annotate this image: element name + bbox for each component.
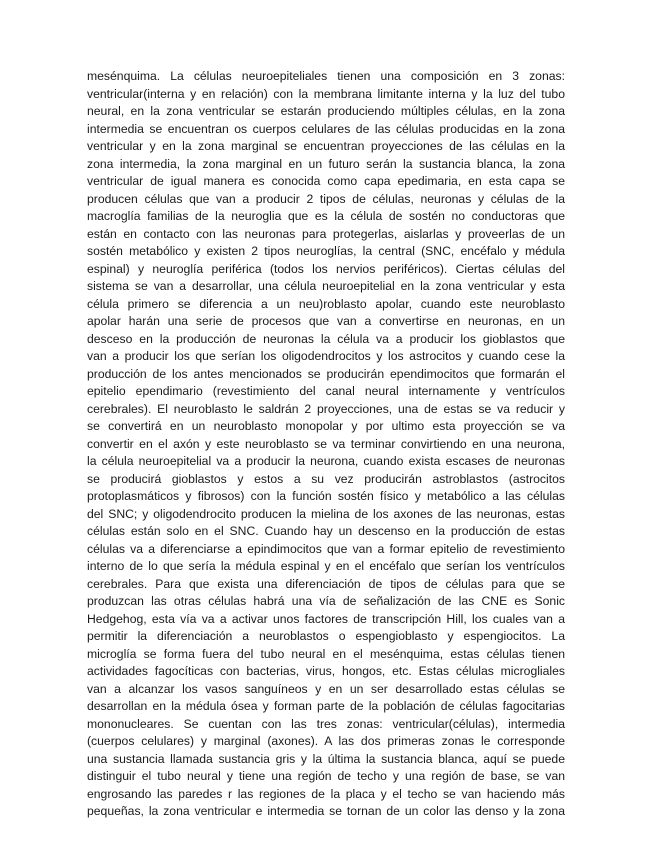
text-line: ventricular(interna y en relación) con la membrana limitante interna y la luz del tubo (87, 86, 565, 101)
text-line: Hedgehog, esta vía va a activar unos factores de transcripción Hill, los cuales van a (87, 611, 565, 626)
text-line: producción de los antes mencionados se producirán ependimocitos que formarán el (87, 366, 565, 381)
text-line: actividades fagocíticas con bacterias, virus, hongos, etc. Estas células microgliales (87, 664, 565, 678)
text-line: células están solo en el SNC. Cuando hay un descenso en la producción de estas (87, 524, 565, 538)
text-line: una sustancia llamada sustancia gris y la última la sustancia blanca, aquí se puede (87, 751, 565, 766)
text-line: pequeñas, la zona ventricular e intermedia se tornan de un color las denso y la zona (87, 804, 565, 818)
text-line: sostén metabólico y existen 2 tipos neuroglías, la central (SNC, encéfalo y médula (87, 244, 565, 258)
text-line: microglía se forma fuera del tubo neural en el mesénquima, estas células tienen (87, 646, 565, 661)
text-line: células va a diferenciarse a epindimocitos que van a formar epitelio de revestimiento (87, 541, 565, 556)
text-line: ventricular y en la zona marginal se encuentran proyecciones de las células en la (87, 139, 565, 153)
text-line: intermedia se encuentran os cuerpos celulares de las células producidas en la zona (87, 121, 565, 136)
text-line: apolar harán una serie de procesos que van a convertirse en neuronas, en un (87, 314, 565, 328)
text-line: (cuerpos celulares) y marginal (axones). A las dos primeras zonas le corresponde (87, 734, 565, 748)
body-paragraph (87, 68, 565, 821)
text-line: engrosando las paredes r las regiones de la placa y el techo se van haciendo más (87, 786, 565, 801)
text-line: epitelio ependimario (revestimiento del canal neural internamente y ventrículos (87, 384, 565, 398)
text-line: permitir la diferenciación a neuroblastos o espengioblasto y espengiocitos. La (87, 629, 565, 643)
text-line: se convertirá en un neuroblasto monopolar y por ultimo esta proyección se va (87, 419, 565, 433)
text-line: neural, en la zona ventricular se estarán produciendo múltiples células, en la zona (87, 104, 565, 118)
text-line: macroglía familias de la neuroglia que es la célula de sostén no conductoras que (87, 209, 565, 223)
text-line: convertir en el axón y este neuroblasto se va terminar convirtiendo en una neurona, (87, 436, 565, 451)
text-line: cerebrales). El neuroblasto le saldrán 2 proyecciones, una de estas se va reducir y (87, 401, 565, 416)
text-line: sistema se van a desarrollar, una célula neuroepitelial en la zona ventricular y esta (87, 279, 565, 293)
text-line: desarrollan en la médula ósea y forman parte de la población de células fagocitarias (87, 699, 565, 713)
text-line: zona intermedia, la zona marginal en un futuro serán la sustancia blanca, la zona (87, 156, 565, 171)
text-line: cerebrales. Para que exista una diferenciación de tipos de células para que se (87, 576, 565, 591)
text-line: van a producir los que serían los oligodendrocitos y los astrocitos y cuando cese la (87, 349, 565, 363)
text-line: van a alcanzar los vasos sanguíneos y en un ser desarrollado estas células se (87, 681, 565, 696)
text-line: desceso en la producción de neuronas la célula va a producir los gioblastos que (87, 331, 565, 346)
text-line: están en contacto con las neuronas para protegerlas, aislarlas y proveerlas de un (87, 226, 565, 241)
text-line: ventricular de igual manera es conocida como capa epedimaria, en esta capa se (87, 174, 565, 188)
text-line: distinguir el tubo neural y tiene una región de techo y una región de base, se van (87, 769, 565, 783)
text-line: se producirá gioblastos y estos a su vez producirán astroblastos (astrocitos (87, 471, 565, 486)
text-line: produzcan las otras células habrá una vía de señalización de las CNE es Sonic (87, 594, 565, 608)
text-line: interno de lo que sería la médula espinal y en el encéfalo que serían los ventrículos (87, 559, 565, 573)
text-line: del SNC; y oligodendrocito producen la mielina de los axones de las neuronas, estas (87, 506, 565, 521)
text-line: célula primero se diferencia a un neu)roblasto apolar, cuando este neuroblasto (87, 296, 565, 311)
text-line: producen células que van a producir 2 tipos de células, neuronas y células de la (87, 191, 565, 206)
text-line: mononucleares. Se cuentan con las tres zonas: ventricular(células), intermedia (87, 716, 565, 731)
text-line: la célula neuroepitelial va a producir la neurona, cuando exista escases de neuronas (87, 454, 565, 468)
text-line: mesénquima. La células neuroepiteliales tienen una composición en 3 zonas: (87, 69, 565, 83)
text-line: espinal) y neuroglía periférica (todos los nervios periféricos). Ciertas células del (87, 261, 565, 276)
text-line: protoplasmáticos y fibrosos) con la función sostén físico y metabólico a las células (87, 489, 565, 503)
